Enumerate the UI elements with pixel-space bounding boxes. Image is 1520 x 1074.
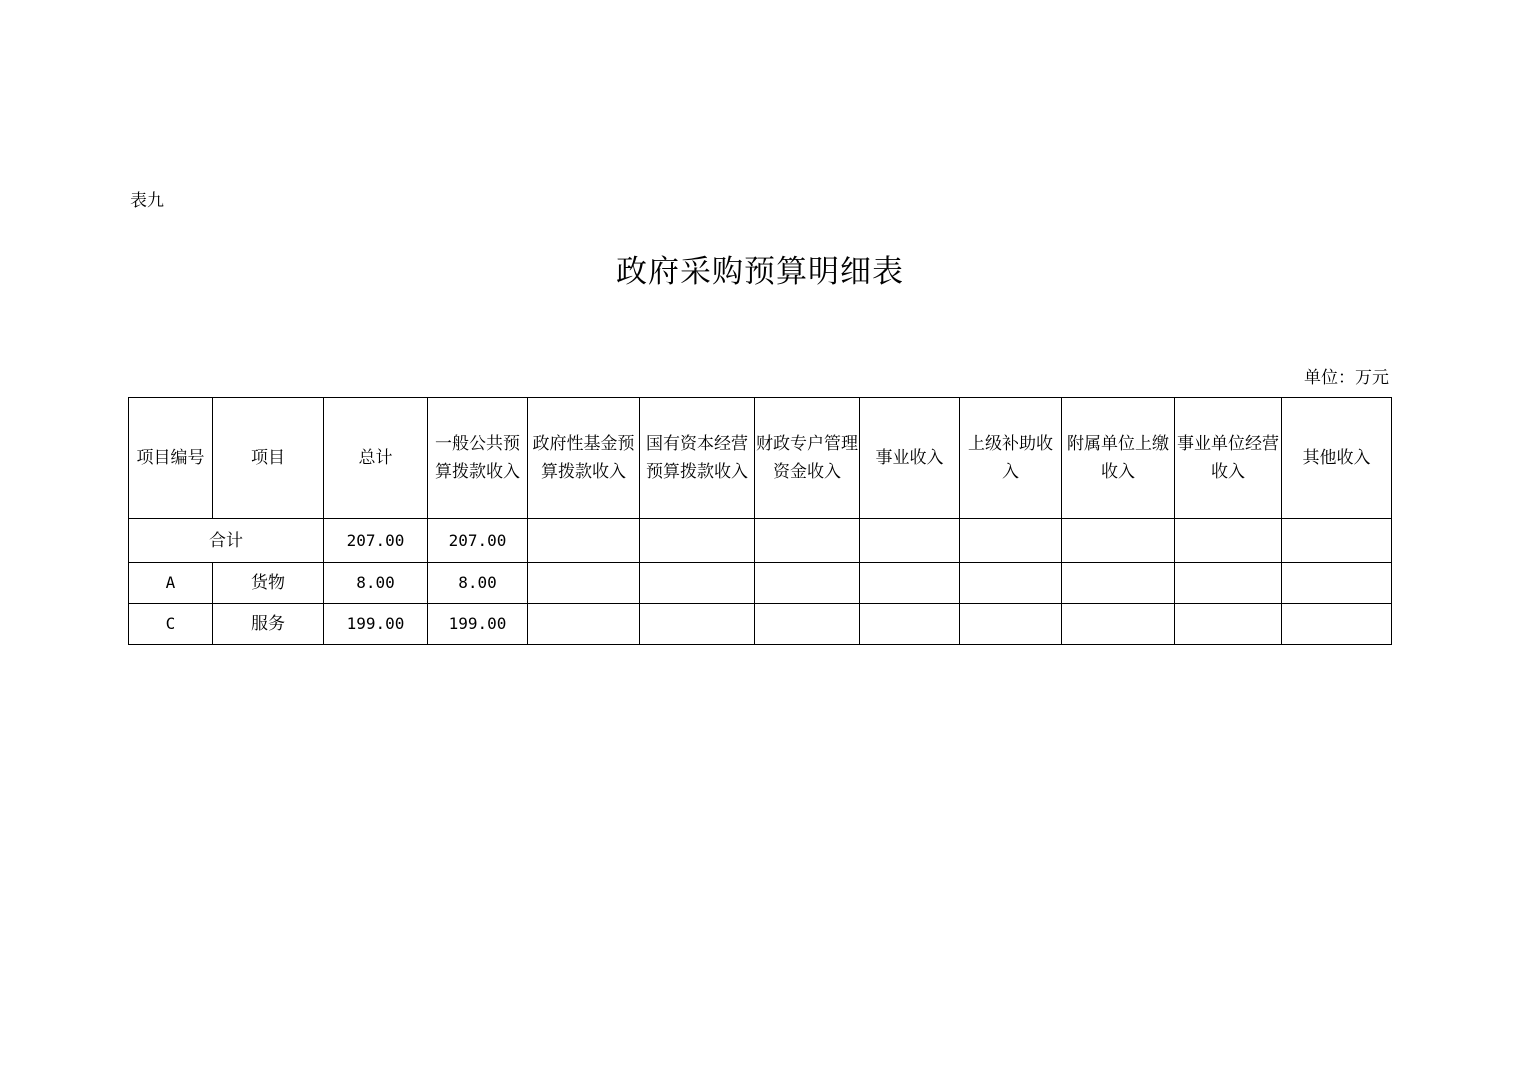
table-cell	[1175, 604, 1282, 645]
header-business-income: 事业收入	[860, 398, 960, 519]
header-gov-fund-budget: 政府性基金预算拨款收入	[528, 398, 640, 519]
table-cell	[640, 604, 755, 645]
page-title: 政府采购预算明细表	[616, 254, 904, 290]
table-cell	[960, 604, 1062, 645]
row-code-value: A	[165, 573, 176, 592]
row-general-public-value: 8.00	[458, 573, 497, 592]
table-cell	[640, 519, 755, 563]
procurement-budget-table	[128, 397, 1392, 645]
unit-label: 单位：万元	[1304, 368, 1389, 388]
total-general-public-value: 207.00	[448, 530, 507, 550]
row-code	[129, 563, 213, 604]
table-header-row	[129, 398, 1392, 519]
table-cell	[528, 604, 640, 645]
header-total: 总计	[324, 398, 428, 519]
table-cell	[960, 519, 1062, 563]
header-business-operation: 事业单位经营收入	[1175, 398, 1282, 519]
row-code	[129, 604, 213, 645]
header-special-account-funds: 财政专户管理资金收入	[755, 398, 860, 519]
table-cell	[640, 563, 755, 604]
table-cell	[755, 519, 860, 563]
table-cell	[1282, 604, 1392, 645]
header-project-code: 项目编号	[129, 398, 213, 519]
header-superior-subsidy: 上级补助收入	[960, 398, 1062, 519]
header-affiliated-units: 附属单位上缴收入	[1062, 398, 1175, 519]
table-cell	[860, 604, 960, 645]
row-item: 服务	[213, 604, 324, 645]
row-total-value: 199.00	[346, 614, 405, 633]
table-cell	[1062, 563, 1175, 604]
header-other-income: 其他收入	[1282, 398, 1392, 519]
table-cell	[1062, 519, 1175, 563]
header-state-capital-budget: 国有资本经营预算拨款收入	[640, 398, 755, 519]
table-cell	[1062, 604, 1175, 645]
row-general-public	[428, 604, 528, 645]
header-general-public-budget: 一般公共预算拨款收入	[428, 398, 528, 519]
row-code-value: C	[165, 614, 176, 633]
table-cell	[1282, 563, 1392, 604]
total-row	[129, 519, 1392, 563]
table-cell	[1175, 563, 1282, 604]
table-cell	[1282, 519, 1392, 563]
row-total	[324, 563, 428, 604]
row-general-public-value: 199.00	[448, 614, 507, 633]
table-cell	[528, 519, 640, 563]
table-cell	[860, 563, 960, 604]
row-total	[324, 604, 428, 645]
header-project: 项目	[213, 398, 324, 519]
table-cell	[960, 563, 1062, 604]
table-cell	[528, 563, 640, 604]
table-cell	[860, 519, 960, 563]
row-item: 货物	[213, 563, 324, 604]
table-row	[129, 563, 1392, 604]
total-label: 合计	[129, 519, 324, 563]
total-general-public	[428, 519, 528, 563]
table-number-label: 表九	[130, 191, 164, 211]
total-amount-value: 207.00	[346, 530, 405, 550]
table-cell	[1175, 519, 1282, 563]
row-general-public	[428, 563, 528, 604]
table-cell	[755, 563, 860, 604]
total-amount	[324, 519, 428, 563]
row-total-value: 8.00	[356, 573, 395, 592]
table-cell	[755, 604, 860, 645]
table-row	[129, 604, 1392, 645]
